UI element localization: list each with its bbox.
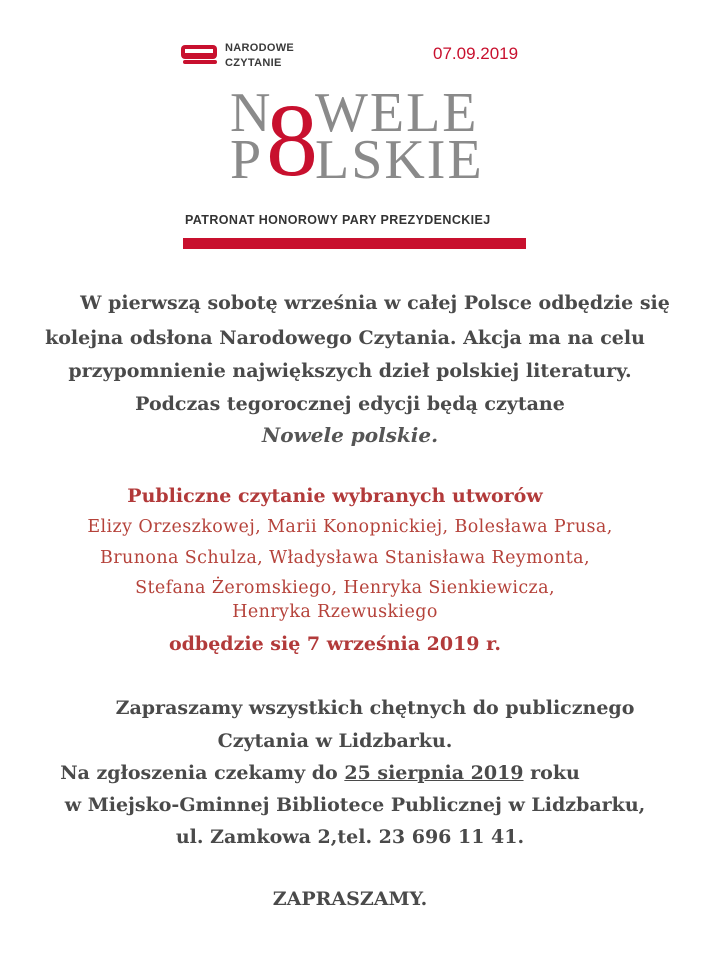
invite-line-4: w Miejsko-Gminnej Bibliotece Publicznej w Lidzbarku, [64,794,646,816]
event-title-logo [165,83,550,193]
title-word-lskie: LSKIE [315,129,484,191]
authors-line-1: Elizy Orzeszkowej, Marii Konopnickiej, Bolesława Prusa, [87,517,613,537]
title-word-wele: WELE [315,83,479,144]
title-letter-p: P [230,129,262,191]
intro-line-4: Podczas tegorocznej edycji będą czytane [135,393,565,415]
intro-line-1: W pierwszą sobotę września w całej Polsce odbędzie się [80,292,670,314]
banner-red-bar [183,238,526,249]
closing-text: ZAPRASZAMY. [272,888,428,910]
invite-line-2: Czytania w Lidzbarku. [217,730,453,752]
organizer-line-1: NARODOWE [225,42,295,54]
title-numeral-8: 8 [266,83,318,193]
title-letter-n: N [230,83,271,144]
intro-line-3: przypomnienie największych dzieł polskiej literatury. [68,360,632,382]
authors-line-2: Brunona Schulza, Władysława Stanisława Reymonta, [100,548,590,568]
invite-deadline-date: 25 sierpnia 2019 [344,762,524,784]
authors-line-4: Henryka Rzewuskiego [232,602,438,622]
event-banner [165,33,550,258]
honorary-patronage: PATRONAT HONOROWY PARY PREZYDENCKIEJ [185,213,491,227]
invite-line-1: Zapraszamy wszystkich chętnych do publicznego [115,697,635,719]
invite-line-3 [0,762,720,784]
intro-line-5: Nowele polskie. [261,423,439,447]
event-date: 07.09.2019 [433,44,519,63]
reading-date: odbędzie się 7 września 2019 r. [168,633,502,655]
invite-deadline-suffix: roku [523,762,580,784]
invite-address: ul. Zamkowa 2,tel. 23 696 11 41. [175,826,525,848]
authors-line-3: Stefana Żeromskiego, Henryka Sienkiewicza, [135,578,555,598]
organizer-line-2: CZYTANIE [225,57,282,69]
invite-deadline-prefix: Na zgłoszenia czekamy do [60,762,345,784]
intro-line-2: kolejna odsłona Narodowego Czytania. Akcja ma na celu [45,327,645,349]
reading-heading: Publiczne czytanie wybranych utworów [127,485,543,507]
book-logo-icon [179,41,221,67]
organizer-name [225,41,294,71]
